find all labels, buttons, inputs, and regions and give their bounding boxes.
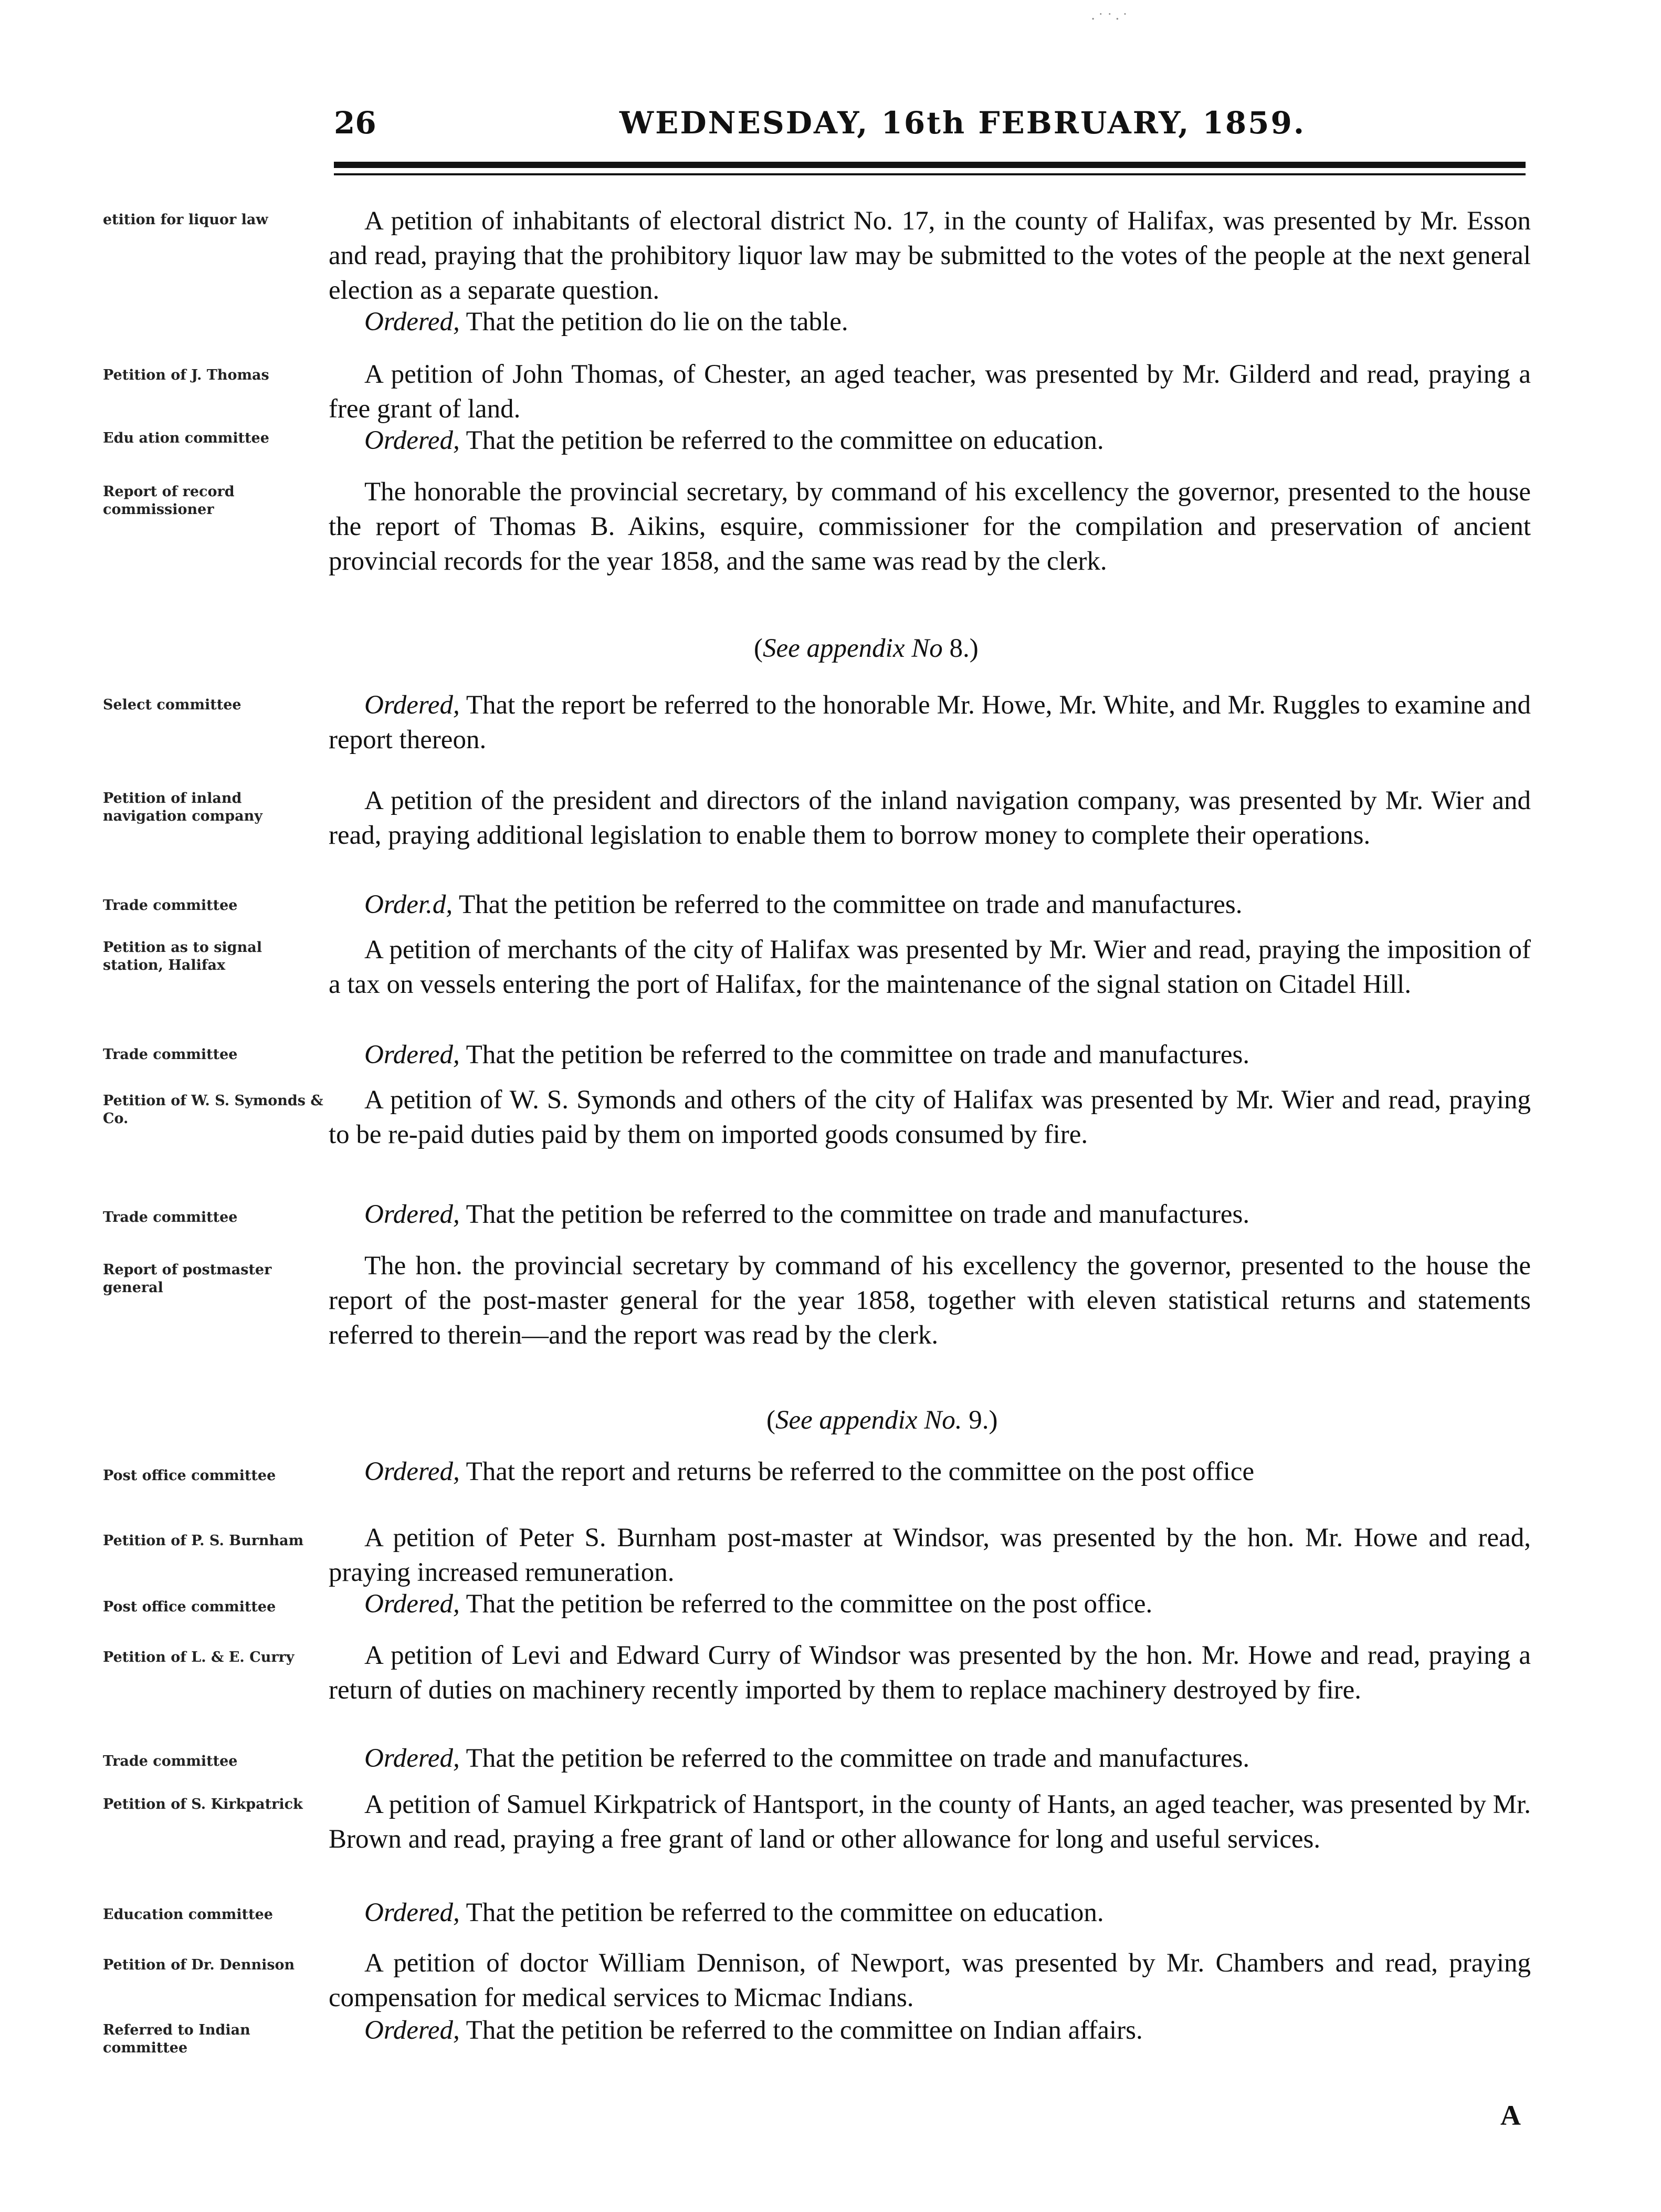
ordered-text: That the petition be referred to the committee on trade and manufactures. bbox=[466, 1744, 1250, 1773]
appendix-reference: (See appendix No 8.) bbox=[754, 634, 979, 663]
ordered-line bbox=[364, 887, 1531, 922]
entry-text: Ordered, That the report and returns be referred to the committee on the post office bbox=[364, 1457, 1255, 1486]
ordered-margin-note: Trade committee bbox=[103, 897, 238, 914]
margin-note: Petition of S. Kirkpatrick bbox=[103, 1796, 303, 1812]
ordered-label: Ordered, bbox=[364, 1040, 460, 1070]
ordered-text: That the petition be referred to the committee on education. bbox=[466, 426, 1104, 455]
ordered-line bbox=[364, 305, 1531, 339]
margin-note: Petition of P. S. Burnham bbox=[103, 1533, 304, 1549]
ordered-label: Ordered, bbox=[364, 1457, 460, 1486]
margin-note: Petition of inland navigation company bbox=[103, 790, 262, 824]
margin-note: Select committee bbox=[103, 697, 241, 713]
ordered-text: That the petition be referred to the committee on trade and manufactures. bbox=[458, 890, 1243, 919]
page-number: 26 bbox=[334, 105, 376, 141]
margin-note: Petition of W. S. Symonds & Co. bbox=[103, 1093, 323, 1127]
ordered-margin-note: Post office committee bbox=[103, 1599, 276, 1615]
margin-note: Petition as to signal station, Halifax bbox=[103, 939, 262, 973]
entry-text: Ordered, That the report be referred to the honorable Mr. Howe, Mr. White, and Mr. Ruggles to examine and report thereon. bbox=[329, 690, 1531, 754]
entry-text: The hon. the provincial secretary by command of his excellency the governor, presented to the house the report of the post-master general for the year 1858, together with eleven statistical returns and statements referred to therein—and the report was read by the clerk. bbox=[329, 1251, 1531, 1350]
entry-text: A petition of the president and directors of the inland navigation company, was presented by Mr. Wier and read, praying additional legislation to enable them to borrow money to complete their operations. bbox=[329, 786, 1531, 850]
ordered-text: That the petition be referred to the committee on trade and manufactures. bbox=[466, 1040, 1250, 1070]
ordered-text: That the petition be referred to the committee on education. bbox=[466, 1898, 1104, 1927]
ordered-label: Ordered, bbox=[364, 426, 460, 455]
margin-note: Report of postmaster general bbox=[103, 1262, 272, 1296]
entry-text: A petition of Peter S. Burnham post-master at Windsor, was presented by the hon. Mr. Howe and read, praying increased remuneration. bbox=[329, 1523, 1531, 1587]
ordered-label: Ordered, bbox=[364, 1200, 460, 1229]
ordered-text: That the petition be referred to the committee on trade and manufactures. bbox=[466, 1200, 1250, 1229]
page-date: WEDNESDAY, 16th FEBRUARY, 1859. bbox=[619, 105, 1306, 141]
ordered-text: That the petition be referred to the committee on the post office. bbox=[466, 1589, 1153, 1619]
entry-text: A petition of Levi and Edward Curry of Windsor was presented by the hon. Mr. Howe and read, praying a return of duties on machinery recently imported by them to replace machinery destroyed by fire. bbox=[329, 1641, 1531, 1705]
ordered-line bbox=[364, 1895, 1531, 1930]
ordered-margin-note: Education committee bbox=[103, 1906, 273, 1923]
page-header bbox=[0, 105, 1661, 152]
margin-note: Petition of J. Thomas bbox=[103, 367, 269, 383]
entry-text: A petition of merchants of the city of Halifax was presented by Mr. Wier and read, praying the imposition of a tax on vessels entering the port of Halifax, for the maintenance of the signal station on Citadel Hill. bbox=[329, 935, 1531, 999]
header-rule-thin bbox=[334, 173, 1526, 175]
ordered-line bbox=[364, 2013, 1531, 2048]
ordered-line bbox=[364, 1037, 1531, 1072]
margin-note: Report of record commissioner bbox=[103, 484, 235, 518]
ordered-margin-note: Trade committee bbox=[103, 1753, 238, 1769]
ordered-margin-note: Edu ation committee bbox=[103, 430, 269, 446]
margin-note: etition for liquor law bbox=[103, 212, 268, 228]
appendix-reference: (See appendix No. 9.) bbox=[766, 1406, 998, 1435]
ordered-label: Ordered, bbox=[364, 307, 460, 337]
margin-note: Post office committee bbox=[103, 1467, 276, 1484]
entry-text: A petition of John Thomas, of Chester, an aged teacher, was presented by Mr. Gilderd and read, praying a free grant of land. bbox=[329, 360, 1531, 424]
ordered-line bbox=[364, 1741, 1531, 1776]
entry-text: The honorable the provincial secretary, by command of his excellency the governor, presented to the house the report of Thomas B. Aikins, esquire, commissioner for the compilation and preservation of ancient provincial records for the year 1858, and the same was read by the clerk. bbox=[329, 477, 1531, 576]
scan-specks: ·˙˙·˙ bbox=[1091, 12, 1131, 27]
signature-mark: A bbox=[1500, 2100, 1521, 2131]
ordered-label: Order.d, bbox=[364, 890, 453, 919]
header-rule-thick bbox=[334, 162, 1526, 168]
ordered-margin-note: Referred to Indian committee bbox=[103, 2022, 250, 2056]
entry-text: A petition of W. S. Symonds and others of the city of Halifax was presented by Mr. Wier and read, praying to be re-paid duties paid by them on imported goods consumed by fire. bbox=[329, 1085, 1531, 1149]
ordered-text: That the petition be referred to the committee on Indian affairs. bbox=[466, 2016, 1143, 2045]
ordered-label: Ordered, bbox=[364, 1589, 460, 1619]
ordered-margin-note: Trade committee bbox=[103, 1209, 238, 1225]
ordered-margin-note: Trade committee bbox=[103, 1046, 238, 1063]
ordered-label: Ordered, bbox=[364, 690, 460, 720]
entry-text: A petition of doctor William Dennison, of Newport, was presented by Mr. Chambers and read, praying compensation for medical services to Micmac Indians. bbox=[329, 1948, 1531, 2012]
ordered-line bbox=[364, 423, 1531, 458]
entry-text: A petition of inhabitants of electoral district No. 17, in the county of Halifax, was presented by Mr. Esson and read, praying that the prohibitory liquor law may be submitted to the votes of the people at the next general election as a separate question. bbox=[329, 206, 1531, 305]
ordered-line bbox=[364, 1587, 1531, 1621]
entry-text: A petition of Samuel Kirkpatrick of Hantsport, in the county of Hants, an aged teacher, was presented by Mr. Brown and read, praying a free grant of land or other allowance for long and useful services. bbox=[329, 1790, 1531, 1854]
ordered-label: Ordered, bbox=[364, 1898, 460, 1927]
margin-note: Petition of Dr. Dennison bbox=[103, 1957, 295, 1973]
margin-note: Petition of L. & E. Curry bbox=[103, 1649, 295, 1665]
ordered-line bbox=[364, 1197, 1531, 1232]
ordered-label: Ordered, bbox=[364, 2016, 460, 2045]
ordered-text: That the petition do lie on the table. bbox=[466, 307, 848, 337]
ordered-label: Ordered, bbox=[364, 1744, 460, 1773]
